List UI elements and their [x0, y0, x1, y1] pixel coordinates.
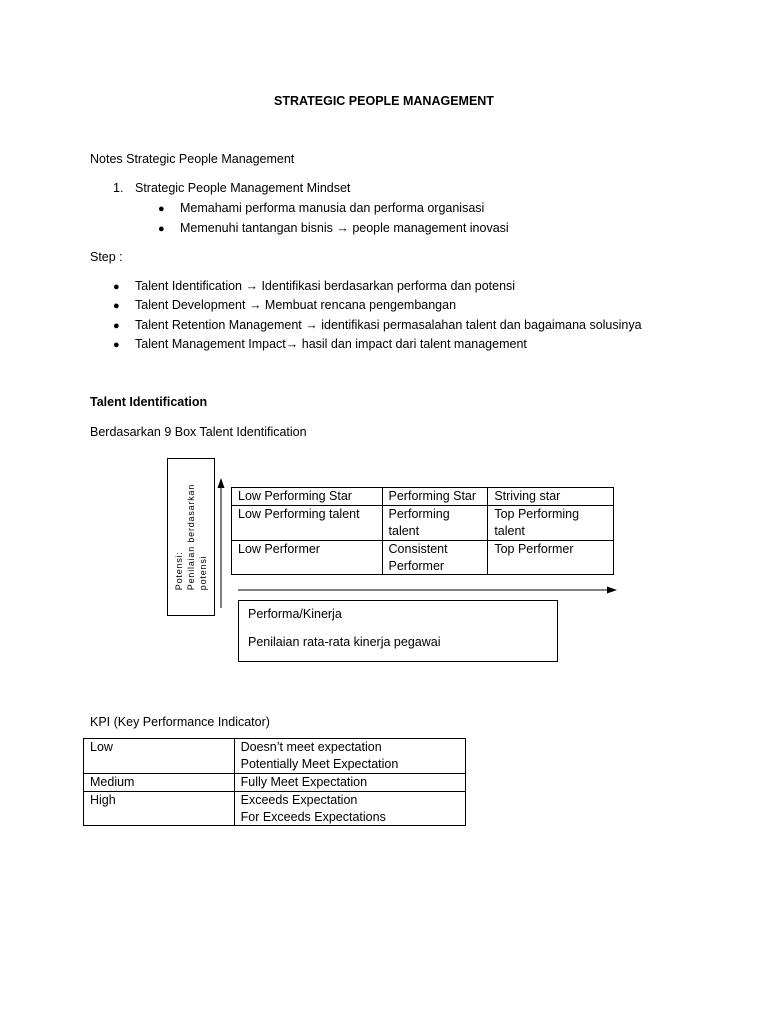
bullet-icon: ●	[113, 300, 120, 312]
bullet-icon: ●	[158, 203, 165, 215]
list-item-text: Memenuhi tantangan bisnis → people management inovasi	[180, 221, 509, 235]
table-row	[232, 505, 614, 540]
step-heading: Step :	[90, 250, 123, 264]
list-item-text: Strategic People Management Mindset	[135, 181, 351, 195]
grid-cell: Performing Star	[382, 488, 488, 506]
grid-cell: Striving star	[488, 488, 614, 506]
kpi-description-line: For Exceeds Expectations	[240, 809, 386, 824]
kpi-description	[234, 773, 465, 791]
kpi-level: Medium	[84, 773, 235, 791]
performance-axis-description: Penilaian rata-rata kinerja pegawai	[248, 634, 441, 649]
kpi-description	[234, 739, 465, 774]
potential-label-line: Potensi:	[173, 551, 184, 591]
grid-cell: Low Performer	[232, 540, 383, 575]
kpi-table	[83, 738, 466, 826]
potential-label-line: Penilaian berdasarkan	[185, 483, 196, 591]
grid-cell: Low Performing talent	[232, 505, 383, 540]
bullet-icon: ●	[113, 320, 120, 332]
grid-cell: Low Performing Star	[232, 488, 383, 506]
ninebox-heading: Berdasarkan 9 Box Talent Identification	[90, 425, 307, 439]
list-number: 1.	[113, 181, 124, 195]
kpi-description-line: Fully Meet Expectation	[240, 774, 368, 789]
list-item-text: Talent Identification → Identifikasi berdasarkan performa dan potensi	[135, 279, 516, 293]
horizontal-axis-arrow	[238, 587, 617, 594]
kpi-description-line: Doesn’t meet expectation	[240, 740, 382, 754]
table-row	[232, 540, 614, 575]
bullet-icon: ●	[113, 281, 120, 293]
kpi-level: Low	[84, 739, 235, 774]
list-item-text: Talent Management Impact→ hasil dan impact dari talent management	[135, 337, 527, 351]
vertical-axis-arrow	[218, 478, 225, 608]
bullet-icon: ●	[113, 339, 120, 351]
kpi-description-line: Exceeds Expectation	[240, 792, 358, 807]
talent-identification-heading: Talent Identification	[90, 395, 208, 409]
bullet-icon: ●	[158, 223, 165, 235]
kpi-description	[234, 791, 465, 826]
table-row	[232, 488, 614, 506]
kpi-description-line: Potentially Meet Expectation	[240, 756, 399, 771]
table-row	[84, 739, 466, 774]
grid-cell: Top Performer	[488, 540, 614, 575]
kpi-level: High	[84, 791, 235, 826]
table-row	[84, 773, 466, 791]
notes-heading: Notes Strategic People Management	[90, 152, 295, 166]
kpi-heading: KPI (Key Performance Indicator)	[90, 715, 270, 729]
list-item-text: Talent Development → Membuat rencana pengembangan	[135, 298, 457, 312]
performance-axis-title: Performa/Kinerja	[248, 607, 342, 621]
list-item-text: Talent Retention Management → identifikasi permasalahan talent dan bagaimana solusinya	[135, 318, 642, 332]
table-row	[84, 791, 466, 826]
list-item-text: Memahami performa manusia dan performa organisasi	[180, 201, 485, 215]
performance-axis-box	[238, 600, 558, 662]
ninebox-grid	[231, 487, 614, 575]
grid-cell: Performing talent	[382, 505, 488, 540]
document-title: STRATEGIC PEOPLE MANAGEMENT	[274, 94, 494, 108]
grid-cell: Top Performing talent	[488, 505, 614, 540]
grid-cell: Consistent Performer	[382, 540, 488, 575]
potential-label-line: potensi	[198, 555, 209, 591]
